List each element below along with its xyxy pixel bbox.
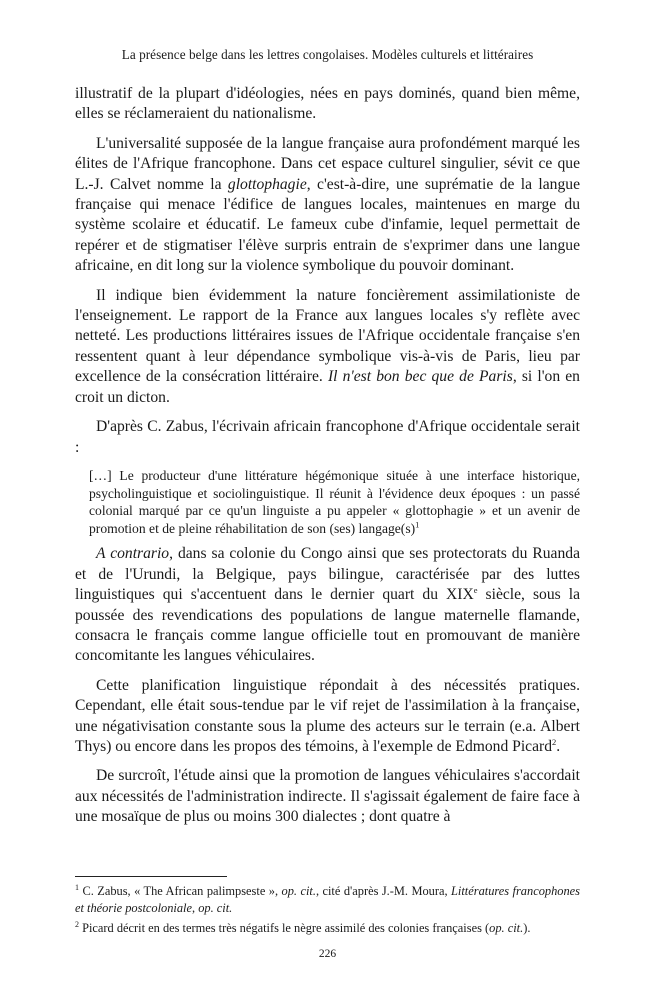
- paragraph-5-emphasis: A contrario: [96, 545, 170, 563]
- footnote-2-emphasis: op. cit.: [489, 921, 524, 935]
- century-superscript: e: [473, 584, 478, 595]
- footnote-1-text-c: ,: [192, 901, 199, 915]
- paragraph-3: [75, 286, 580, 408]
- paragraph-2-text-b: , c'est-à-dire, une suprématie de la langue française qui menace l'édifice de langues locales, maintenues en marge du système scolaire et éducatif. Le fameux cube d'infamie, lequel permettait de repérer et de stigmatiser l'élève surpris entrain de s'exprimer dans une langue africaine, en dit long sur la violence symbolique du pouvoir dominant.: [75, 175, 580, 275]
- footnote-1-number: 1: [75, 882, 79, 892]
- block-quote-text: […] Le producteur d'une littérature hégémonique située à une interface historique, psycholinguistique et sociolinguistique. Il réunit à l'évidence deux époques : un passé colonial marqué par ce qu'un linguiste a pu appeler « glottophagie » et un avenir de promotion et de pleine réhabilitation de son (ses) langage(s): [89, 467, 580, 536]
- footnote-2-text-a: Picard décrit en des termes très négatifs le nègre assimilé des colonies françaises (: [79, 921, 490, 935]
- paragraph-2-text-a: L'universalité supposée de la langue française aura profondément marqué les élites de l'Afrique francophone. Dans cet espace culturel singulier, sévit ce que L.-J. Calvet nomme la: [75, 134, 580, 193]
- paragraph-6-text-b: .: [556, 737, 561, 755]
- footnotes: [75, 883, 580, 940]
- footnote-1-text-a: C. Zabus, « The African palimpseste »,: [79, 884, 282, 898]
- footnote-1-emphasis-3: op. cit.: [198, 901, 233, 915]
- footnote-1-text-b: , cité d'après J.-M. Moura,: [315, 884, 452, 898]
- footnote-2-number: 2: [75, 919, 79, 929]
- paragraph-6-text-a: Cette planification linguistique répondait à des nécessités pratiques. Cependant, elle était sous-tendue par le vif rejet de l'assimilation à la française, une négativisation constante sous la plume des acteurs sur le terrain (e.a. Albert Thys) ou encore dans les propos des témoins, à l'exemple de Edmond Picard: [75, 676, 580, 755]
- footnote-1-emphasis-2: Littératures francophones et théorie postcoloniale: [75, 884, 580, 915]
- footnote-divider: [75, 876, 227, 877]
- paragraph-4: D'après C. Zabus, l'écrivain africain francophone d'Afrique occidentale serait :: [75, 418, 580, 456]
- paragraph-5-text-b: siècle, sous la poussée des revendications des populations de langue maternelle flamande, consacra le français comme langue officielle tout en promouvant de manière concomitante les langues véhiculaires.: [75, 586, 580, 665]
- footnote-2: [75, 920, 580, 937]
- footnote-1-emphasis-1: op. cit.: [281, 884, 316, 898]
- running-header: La présence belge dans les lettres congolaises. Modèles culturels et littéraires: [121, 47, 534, 62]
- paragraph-1: illustratif de la plupart d'idéologies, nées en pays dominés, quand bien même, elles se réclameraient du nationalisme.: [75, 85, 580, 123]
- paragraph-5-text-a: , dans sa colonie du Congo ainsi que ses protectorats du Ruanda et de l'Urundi, la Belgique, pays bilingue, caractérisée par des luttes linguistiques qui s'accentuent dans le dernier quart du XIX: [75, 545, 580, 604]
- paragraph-3-text-b: , si l'on en croit un dicton.: [75, 368, 580, 406]
- paragraph-3-text-a: Il indique bien évidemment la nature foncièrement assimilationiste de l'enseignement. Le rapport de la France aux langues locales s'y reflète avec netteté. Les productions littéraires issues de l'Afrique occidentale française s'en ressentent quant à leur dépendance symbolique vis-à-vis de Paris, lieu par excellence de la consécration littéraire.: [75, 286, 580, 386]
- book-page: [75, 0, 580, 1007]
- page-number: 226: [318, 948, 337, 960]
- block-quote: [89, 467, 580, 537]
- paragraph-3-emphasis: Il n'est bon bec que de Paris: [327, 368, 513, 386]
- body-text: [75, 84, 580, 837]
- paragraph-2-emphasis: glottophagie: [227, 175, 307, 193]
- paragraph-6: [75, 676, 580, 758]
- footnote-ref-2: 2: [552, 736, 557, 747]
- paragraph-2: [75, 134, 580, 277]
- footnote-ref-1: 1: [415, 519, 420, 530]
- footnote-1: [75, 883, 580, 917]
- paragraph-7: De surcroît, l'étude ainsi que la promotion de langues véhiculaires s'accordait aux nécessités de l'administration indirecte. Il s'agissait également de faire face à une mosaïque de plus ou moins 300 dialectes ; dont quatre à: [75, 767, 580, 826]
- footnote-2-text-b: ).: [523, 921, 531, 935]
- paragraph-5: [75, 544, 580, 666]
